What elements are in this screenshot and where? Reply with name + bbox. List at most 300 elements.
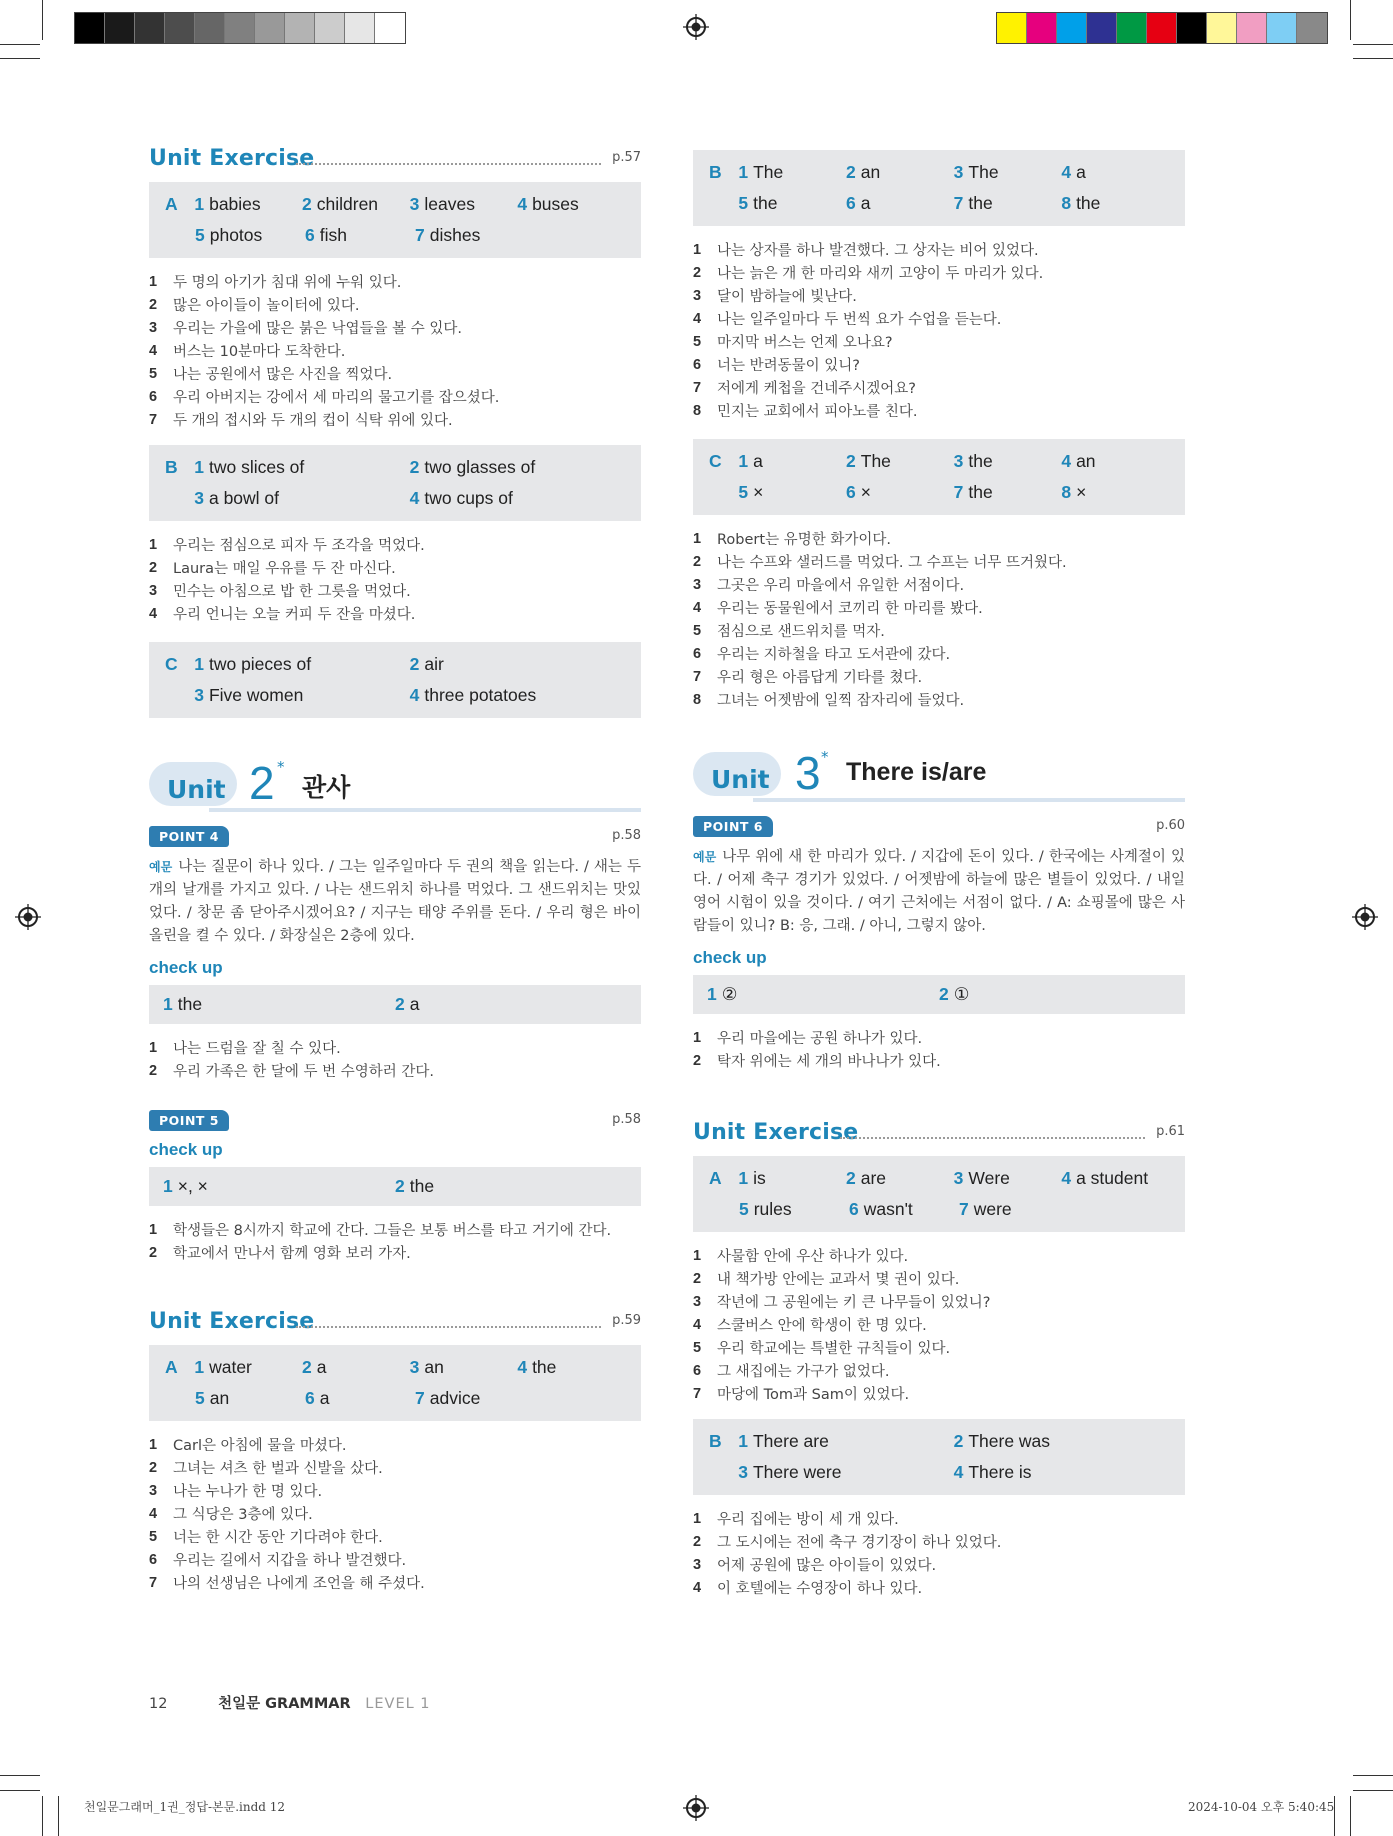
- translation-text: 우리 집에는 방이 세 개 있다.: [717, 1512, 899, 1528]
- check-up-answers: [149, 1167, 641, 1206]
- example-sentences: [149, 856, 641, 948]
- answer-text: an: [1076, 451, 1096, 471]
- point-badge: POINT 4: [149, 826, 229, 847]
- answer-text: ×: [1076, 482, 1087, 502]
- translation-text: 학생들은 8시까지 학교에 간다. 그들은 보통 버스를 타고 거기에 간다.: [173, 1223, 612, 1239]
- translation-line: [149, 293, 641, 316]
- answer-text: There are: [752, 1431, 829, 1451]
- book-title: 천일문 GRAMMAR: [218, 1696, 351, 1712]
- exercise-label: B: [165, 457, 178, 477]
- section-title: Unit Exercise: [149, 1309, 315, 1334]
- answer-item: [415, 1388, 525, 1409]
- answer-number: 5: [738, 193, 749, 213]
- color-swatch: [225, 13, 255, 43]
- unit-number: 3: [795, 747, 821, 799]
- translation-text: 버스는 10분마다 도착한다.: [173, 344, 346, 360]
- answer-item: [1061, 451, 1169, 472]
- section-header: [693, 1120, 1185, 1150]
- translation-line: [149, 362, 641, 385]
- translation-text: 민수는 아침으로 밥 한 그릇을 먹었다.: [173, 584, 411, 600]
- translation-text: 그곳은 우리 마을에서 유일한 서점이다.: [717, 578, 965, 594]
- answer-text: ②: [721, 984, 738, 1004]
- translation-text: 저에게 케첩을 건네주시겠어요?: [717, 381, 917, 397]
- translation-text: 너는 한 시간 동안 기다려야 한다.: [173, 1530, 383, 1546]
- color-swatch: [165, 13, 195, 43]
- answer-number: 5: [739, 1199, 749, 1219]
- answer-number: 2: [409, 457, 420, 477]
- answer-item: [1061, 162, 1169, 183]
- answer-number: 2: [302, 194, 312, 214]
- translation-text: 우리 형은 아름답게 기타를 쳤다.: [717, 670, 923, 686]
- crop-mark: [1350, 0, 1351, 40]
- translation-number: 8: [693, 691, 702, 708]
- crop-mark: [1353, 58, 1393, 59]
- page-number: 12: [149, 1696, 168, 1712]
- unit-title: There is/are: [846, 758, 987, 786]
- answer-item: [954, 1168, 1062, 1189]
- translation-text: 그 식당은 3층에 있다.: [173, 1507, 313, 1523]
- translation-line: [693, 1336, 1185, 1359]
- answer-number: 4: [409, 488, 420, 508]
- translation-text: 두 명의 아기가 침대 위에 누워 있다.: [173, 275, 402, 291]
- answer-number: 3: [953, 162, 964, 182]
- answer-box-B: [693, 1419, 1185, 1495]
- exercise-label: A: [165, 1357, 178, 1377]
- answer-text: the: [1076, 193, 1101, 213]
- answer-number: 3: [738, 1462, 748, 1482]
- page-reference: p.60: [1156, 818, 1185, 833]
- translation-line: [693, 642, 1185, 665]
- answer-row: [163, 1171, 627, 1202]
- crop-mark: [1350, 1796, 1351, 1836]
- answer-text: a: [409, 994, 420, 1014]
- grayscale-color-bar: [74, 12, 406, 44]
- dotted-leader: [840, 1137, 1145, 1139]
- translation-text: Carl은 아침에 물을 마셨다.: [173, 1438, 347, 1454]
- translation-list: [693, 1026, 1185, 1072]
- translation-text: 사물함 안에 우산 하나가 있다.: [717, 1249, 909, 1265]
- answer-text: wasn't: [863, 1199, 913, 1219]
- translation-number: 2: [149, 296, 158, 313]
- translation-line: [149, 1479, 641, 1502]
- translation-text: 나는 드럼을 잘 칠 수 있다.: [173, 1041, 341, 1057]
- translation-text: 우리 가족은 한 달에 두 번 수영하러 간다.: [173, 1064, 434, 1080]
- translation-line: [149, 1218, 641, 1241]
- answer-number: 1: [738, 162, 749, 182]
- translation-line: [149, 1571, 641, 1594]
- translation-text: 많은 아이들이 놀이터에 있다.: [173, 298, 360, 314]
- answer-text: There is: [968, 1462, 1032, 1482]
- answer-box-A: [149, 1345, 641, 1421]
- answer-text: dishes: [429, 225, 481, 245]
- translation-list: [149, 1036, 641, 1082]
- answer-item: [163, 994, 395, 1015]
- page-reference: p.61: [1156, 1124, 1185, 1139]
- answer-text: two glasses of: [424, 457, 536, 477]
- translation-number: 2: [693, 1270, 702, 1287]
- translation-line: [149, 1548, 641, 1571]
- translation-text: 너는 반려동물이 있니?: [717, 358, 860, 374]
- translation-line: [693, 596, 1185, 619]
- translation-list: [693, 1507, 1185, 1599]
- translation-text: 우리 언니는 오늘 커피 두 잔을 마셨다.: [173, 607, 416, 623]
- translation-line: [693, 573, 1185, 596]
- translation-line: [149, 385, 641, 408]
- answer-box-B: [149, 445, 641, 521]
- answer-number: 7: [415, 225, 425, 245]
- answer-block-B-p59: [693, 150, 1185, 422]
- answer-text: the: [968, 482, 993, 502]
- answer-box-C: [149, 642, 641, 718]
- translation-number: 5: [693, 1339, 702, 1356]
- answer-number: 2: [395, 1176, 405, 1196]
- color-swatch: [997, 13, 1027, 43]
- answer-text: buses: [532, 194, 579, 214]
- translation-list: [149, 270, 641, 431]
- answer-number: 2: [395, 994, 405, 1014]
- answer-item: [738, 451, 846, 472]
- unit-star: *: [277, 758, 285, 776]
- translation-number: 3: [149, 1482, 158, 1499]
- answer-text: air: [424, 654, 444, 674]
- translation-line: [149, 556, 641, 579]
- translation-text: 나의 선생님은 나에게 조언을 해 주셨다.: [173, 1576, 425, 1592]
- answer-text: There was: [968, 1431, 1051, 1451]
- answer-text: the: [409, 1176, 435, 1196]
- translation-line: [693, 527, 1185, 550]
- answer-number: 6: [305, 225, 315, 245]
- answer-item: [410, 457, 625, 478]
- translation-line: [693, 1313, 1185, 1336]
- translation-list: [149, 1433, 641, 1594]
- answer-item: [305, 225, 415, 246]
- translation-text: 스쿨버스 안에 학생이 한 명 있다.: [717, 1318, 927, 1334]
- answer-number: 5: [738, 482, 749, 502]
- translation-number: 4: [149, 1505, 158, 1522]
- answer-item: [954, 1431, 1169, 1452]
- translation-number: 4: [693, 1316, 702, 1333]
- answer-item: [846, 451, 954, 472]
- answer-text: There were: [752, 1462, 842, 1482]
- translation-text: 우리는 지하철을 타고 도서관에 갔다.: [717, 647, 951, 663]
- translation-text: 점심으로 샌드위치를 먹자.: [717, 624, 885, 640]
- page-footer: [149, 1692, 431, 1713]
- answer-text: the: [968, 193, 993, 213]
- answer-row: [709, 446, 1169, 477]
- answer-number: 1: [194, 457, 204, 477]
- answer-text: two cups of: [424, 488, 513, 508]
- translation-number: 3: [693, 1293, 702, 1310]
- color-swatch: [375, 13, 405, 43]
- color-swatch: [1207, 13, 1237, 43]
- answer-item: [194, 654, 409, 675]
- translation-list: [693, 527, 1185, 711]
- answer-item: [195, 225, 305, 246]
- unit-label: Unit: [167, 775, 226, 804]
- answer-item: [194, 457, 409, 478]
- answer-number: 2: [846, 451, 856, 471]
- translation-number: 1: [693, 530, 702, 547]
- translation-text: 그 도시에는 전에 축구 경기장이 하나 있었다.: [717, 1535, 1002, 1551]
- translation-number: 4: [149, 605, 158, 622]
- point-header: [693, 814, 1185, 840]
- answer-number: 8: [1061, 193, 1072, 213]
- translation-number: 7: [693, 379, 702, 396]
- translation-text: 그녀는 셔츠 한 벌과 신발을 샀다.: [173, 1461, 383, 1477]
- translation-line: [693, 1049, 1185, 1072]
- translation-text: 마지막 버스는 언제 오나요?: [717, 335, 893, 351]
- answer-item: [846, 482, 954, 503]
- translation-text: 나는 수프와 샐러드를 먹었다. 그 수프는 너무 뜨거웠다.: [717, 555, 1067, 571]
- translation-line: [693, 1576, 1185, 1599]
- answer-text: a: [1076, 162, 1086, 182]
- translation-line: [149, 316, 641, 339]
- translation-number: 2: [693, 1533, 702, 1550]
- translation-text: 내 책가방 안에는 교과서 몇 권이 있다.: [717, 1272, 960, 1288]
- color-swatch: [315, 13, 345, 43]
- answer-item: [738, 162, 846, 183]
- answer-item: [738, 1431, 953, 1452]
- color-swatch: [285, 13, 315, 43]
- exercise-label: A: [165, 194, 178, 214]
- translation-number: 4: [693, 310, 702, 327]
- answer-number: 1: [194, 194, 205, 214]
- translation-number: 6: [149, 388, 158, 405]
- answer-item: [846, 162, 954, 183]
- answer-text: ①: [953, 984, 970, 1004]
- color-swatch: [345, 13, 375, 43]
- answer-number: 1: [163, 1176, 173, 1196]
- translation-text: Laura는 매일 우유를 두 잔 마신다.: [173, 561, 396, 577]
- translation-number: 1: [693, 1510, 702, 1527]
- answer-row: [165, 220, 625, 251]
- translation-text: 우리는 점심으로 피자 두 조각을 먹었다.: [173, 538, 425, 554]
- point-header: [149, 1108, 641, 1134]
- translation-line: [693, 261, 1185, 284]
- answer-item: [410, 685, 625, 706]
- translation-line: [693, 238, 1185, 261]
- unit-title: 관사: [302, 773, 351, 802]
- answer-item: [410, 488, 625, 509]
- color-swatch: [195, 13, 225, 43]
- answer-number: 8: [1061, 482, 1072, 502]
- translation-number: 4: [149, 342, 158, 359]
- answer-item: [738, 482, 846, 503]
- unit-header: [693, 746, 1185, 802]
- answer-text: The: [968, 162, 999, 182]
- answer-item: [707, 984, 939, 1005]
- section-header: [149, 1309, 641, 1339]
- unit-header: [149, 756, 641, 812]
- answer-item: [410, 194, 518, 215]
- translation-number: 1: [693, 1029, 702, 1046]
- answer-row: [709, 1457, 1169, 1488]
- translation-text: 학교에서 만나서 함께 영화 보러 가자.: [173, 1246, 411, 1262]
- exercise-label: B: [709, 1431, 722, 1451]
- exercise-label: C: [165, 654, 178, 674]
- answer-number: 7: [415, 1388, 425, 1408]
- translation-number: 1: [149, 1039, 158, 1056]
- translation-line: [693, 550, 1185, 573]
- translation-text: 우리 아버지는 강에서 세 마리의 물고기를 잡으셨다.: [173, 390, 500, 406]
- answer-item: [738, 1168, 846, 1189]
- translation-text: 민지는 교회에서 피아노를 친다.: [717, 404, 918, 420]
- translation-line: [149, 1456, 641, 1479]
- answer-number: 5: [195, 225, 205, 245]
- answer-item: [738, 1462, 953, 1483]
- translation-number: 1: [149, 1436, 158, 1453]
- answer-number: 6: [305, 1388, 315, 1408]
- page-reference: p.57: [612, 150, 641, 165]
- crop-mark: [0, 44, 40, 45]
- translation-number: 6: [149, 1551, 158, 1568]
- translation-line: [693, 307, 1185, 330]
- translation-number: 1: [693, 1247, 702, 1264]
- translation-line: [693, 619, 1185, 642]
- answer-text: ×, ×: [177, 1176, 208, 1196]
- answer-item: [739, 1199, 849, 1220]
- color-swatch: [1297, 13, 1327, 43]
- answer-block-C-p59: [693, 439, 1185, 711]
- registration-mark-icon: [15, 904, 41, 930]
- translation-number: 2: [149, 1062, 158, 1079]
- translation-line: [149, 1525, 641, 1548]
- answer-item: [305, 1388, 415, 1409]
- translation-list: [149, 1218, 641, 1264]
- answer-item: [517, 1357, 625, 1378]
- answer-number: 1: [163, 994, 173, 1014]
- answer-row: [709, 157, 1169, 188]
- answer-number: 3: [953, 1168, 964, 1188]
- translation-text: 우리 마을에는 공원 하나가 있다.: [717, 1031, 923, 1047]
- answer-text: The: [860, 451, 891, 471]
- answer-number: 4: [1061, 162, 1072, 182]
- answer-item: [194, 488, 409, 509]
- answer-row: [709, 1426, 1169, 1457]
- translation-text: 나는 누나가 한 명 있다.: [173, 1484, 323, 1500]
- answer-number: 6: [846, 482, 856, 502]
- answer-row: [163, 989, 627, 1020]
- answer-number: 4: [953, 1462, 964, 1482]
- answer-box-B: [693, 150, 1185, 226]
- translation-line: [693, 1530, 1185, 1553]
- color-swatch: [255, 13, 285, 43]
- translation-number: 1: [149, 1221, 158, 1238]
- section-header: [149, 146, 641, 176]
- answer-text: the: [753, 193, 778, 213]
- translation-text: 우리는 길에서 지갑을 하나 발견했다.: [173, 1553, 407, 1569]
- registration-mark-icon: [1352, 904, 1378, 930]
- translation-number: 1: [693, 241, 702, 258]
- translation-line: [693, 1359, 1185, 1382]
- translation-text: 우리는 동물원에서 코끼리 한 마리를 봤다.: [717, 601, 983, 617]
- crop-mark: [58, 1796, 59, 1836]
- translation-number: 6: [693, 645, 702, 662]
- unit-number: 2: [249, 757, 275, 809]
- page-reference: p.59: [612, 1313, 641, 1328]
- answer-row: [165, 1352, 625, 1383]
- example-sentences: [693, 846, 1185, 938]
- answer-item: [517, 194, 625, 215]
- answer-row: [707, 979, 1171, 1010]
- answer-item: [954, 451, 1062, 472]
- translation-line: [693, 1290, 1185, 1313]
- exercise-label: C: [709, 451, 722, 471]
- section-title: Unit Exercise: [693, 1120, 859, 1145]
- check-up-answers: [693, 975, 1185, 1014]
- translation-line: [149, 579, 641, 602]
- translation-line: [149, 1502, 641, 1525]
- translation-number: 3: [149, 582, 158, 599]
- answer-item: [1061, 1168, 1169, 1189]
- answer-item: [849, 1199, 959, 1220]
- answer-text: fish: [319, 225, 347, 245]
- answer-item: [954, 482, 1062, 503]
- translation-text: 탁자 위에는 세 개의 바나나가 있다.: [717, 1054, 941, 1070]
- answer-number: 7: [953, 482, 964, 502]
- answer-item: [194, 194, 302, 215]
- color-swatch: [1027, 13, 1057, 43]
- crop-mark: [42, 0, 43, 40]
- translation-number: 2: [149, 1459, 158, 1476]
- answer-number: 1: [194, 654, 204, 674]
- translation-line: [149, 1036, 641, 1059]
- answer-number: 2: [846, 162, 856, 182]
- translation-list: [149, 533, 641, 625]
- translation-text: 달이 밤하늘에 빛난다.: [717, 289, 857, 305]
- answer-number: 1: [738, 451, 749, 471]
- translation-line: [149, 339, 641, 362]
- translation-text: 그 새집에는 가구가 없었다.: [717, 1364, 890, 1380]
- page-reference: p.58: [612, 1112, 641, 1127]
- translation-line: [693, 1267, 1185, 1290]
- translation-text: 나는 일주일마다 두 번씩 요가 수업을 듣는다.: [717, 312, 1002, 328]
- translation-text: 이 호텔에는 수영장이 하나 있다.: [717, 1581, 923, 1597]
- check-up-heading: check up: [693, 948, 767, 967]
- translation-number: 2: [149, 1244, 158, 1261]
- answer-number: 1: [707, 984, 717, 1004]
- example-text: 나는 질문이 하나 있다. / 그는 일주일마다 두 권의 책을 읽는다. / 새는 두 개의 날개를 가지고 있다. / 나는 샌드위치 하나를 먹었다. 그 샌드위치는 맛있었다. / 창문 좀 닫아주시겠어요? / 지구는 태양 주위를 돈다. / 우리 형은 바이올린을 켤 수 있다. / 화장실은 2층에 있다.: [149, 859, 641, 944]
- answer-text: children: [316, 194, 379, 214]
- translation-line: [693, 399, 1185, 422]
- answer-box-A: [693, 1156, 1185, 1232]
- exercise-label: B: [709, 162, 722, 182]
- translation-number: 5: [149, 1528, 158, 1545]
- answer-number: 3: [194, 685, 204, 705]
- answer-row: [709, 1194, 1169, 1225]
- unit-star: *: [821, 748, 829, 766]
- answer-number: 5: [195, 1388, 205, 1408]
- answer-text: a: [319, 1388, 330, 1408]
- crop-mark: [0, 58, 40, 59]
- color-swatch: [135, 13, 165, 43]
- translation-number: 6: [693, 356, 702, 373]
- translation-number: 7: [693, 1385, 702, 1402]
- answer-text: leaves: [424, 194, 475, 214]
- answer-item: [954, 193, 1062, 214]
- answer-row: [709, 477, 1169, 508]
- translation-line: [693, 1026, 1185, 1049]
- process-color-bar: [996, 12, 1328, 44]
- answer-item: [954, 162, 1062, 183]
- answer-number: 3: [953, 451, 964, 471]
- point-badge: POINT 5: [149, 1110, 229, 1131]
- translation-number: 7: [149, 411, 158, 428]
- translation-text: 우리 학교에는 특별한 규칙들이 있다.: [717, 1341, 951, 1357]
- answer-item: [194, 1357, 302, 1378]
- answer-text: were: [973, 1199, 1012, 1219]
- answer-number: 4: [517, 194, 528, 214]
